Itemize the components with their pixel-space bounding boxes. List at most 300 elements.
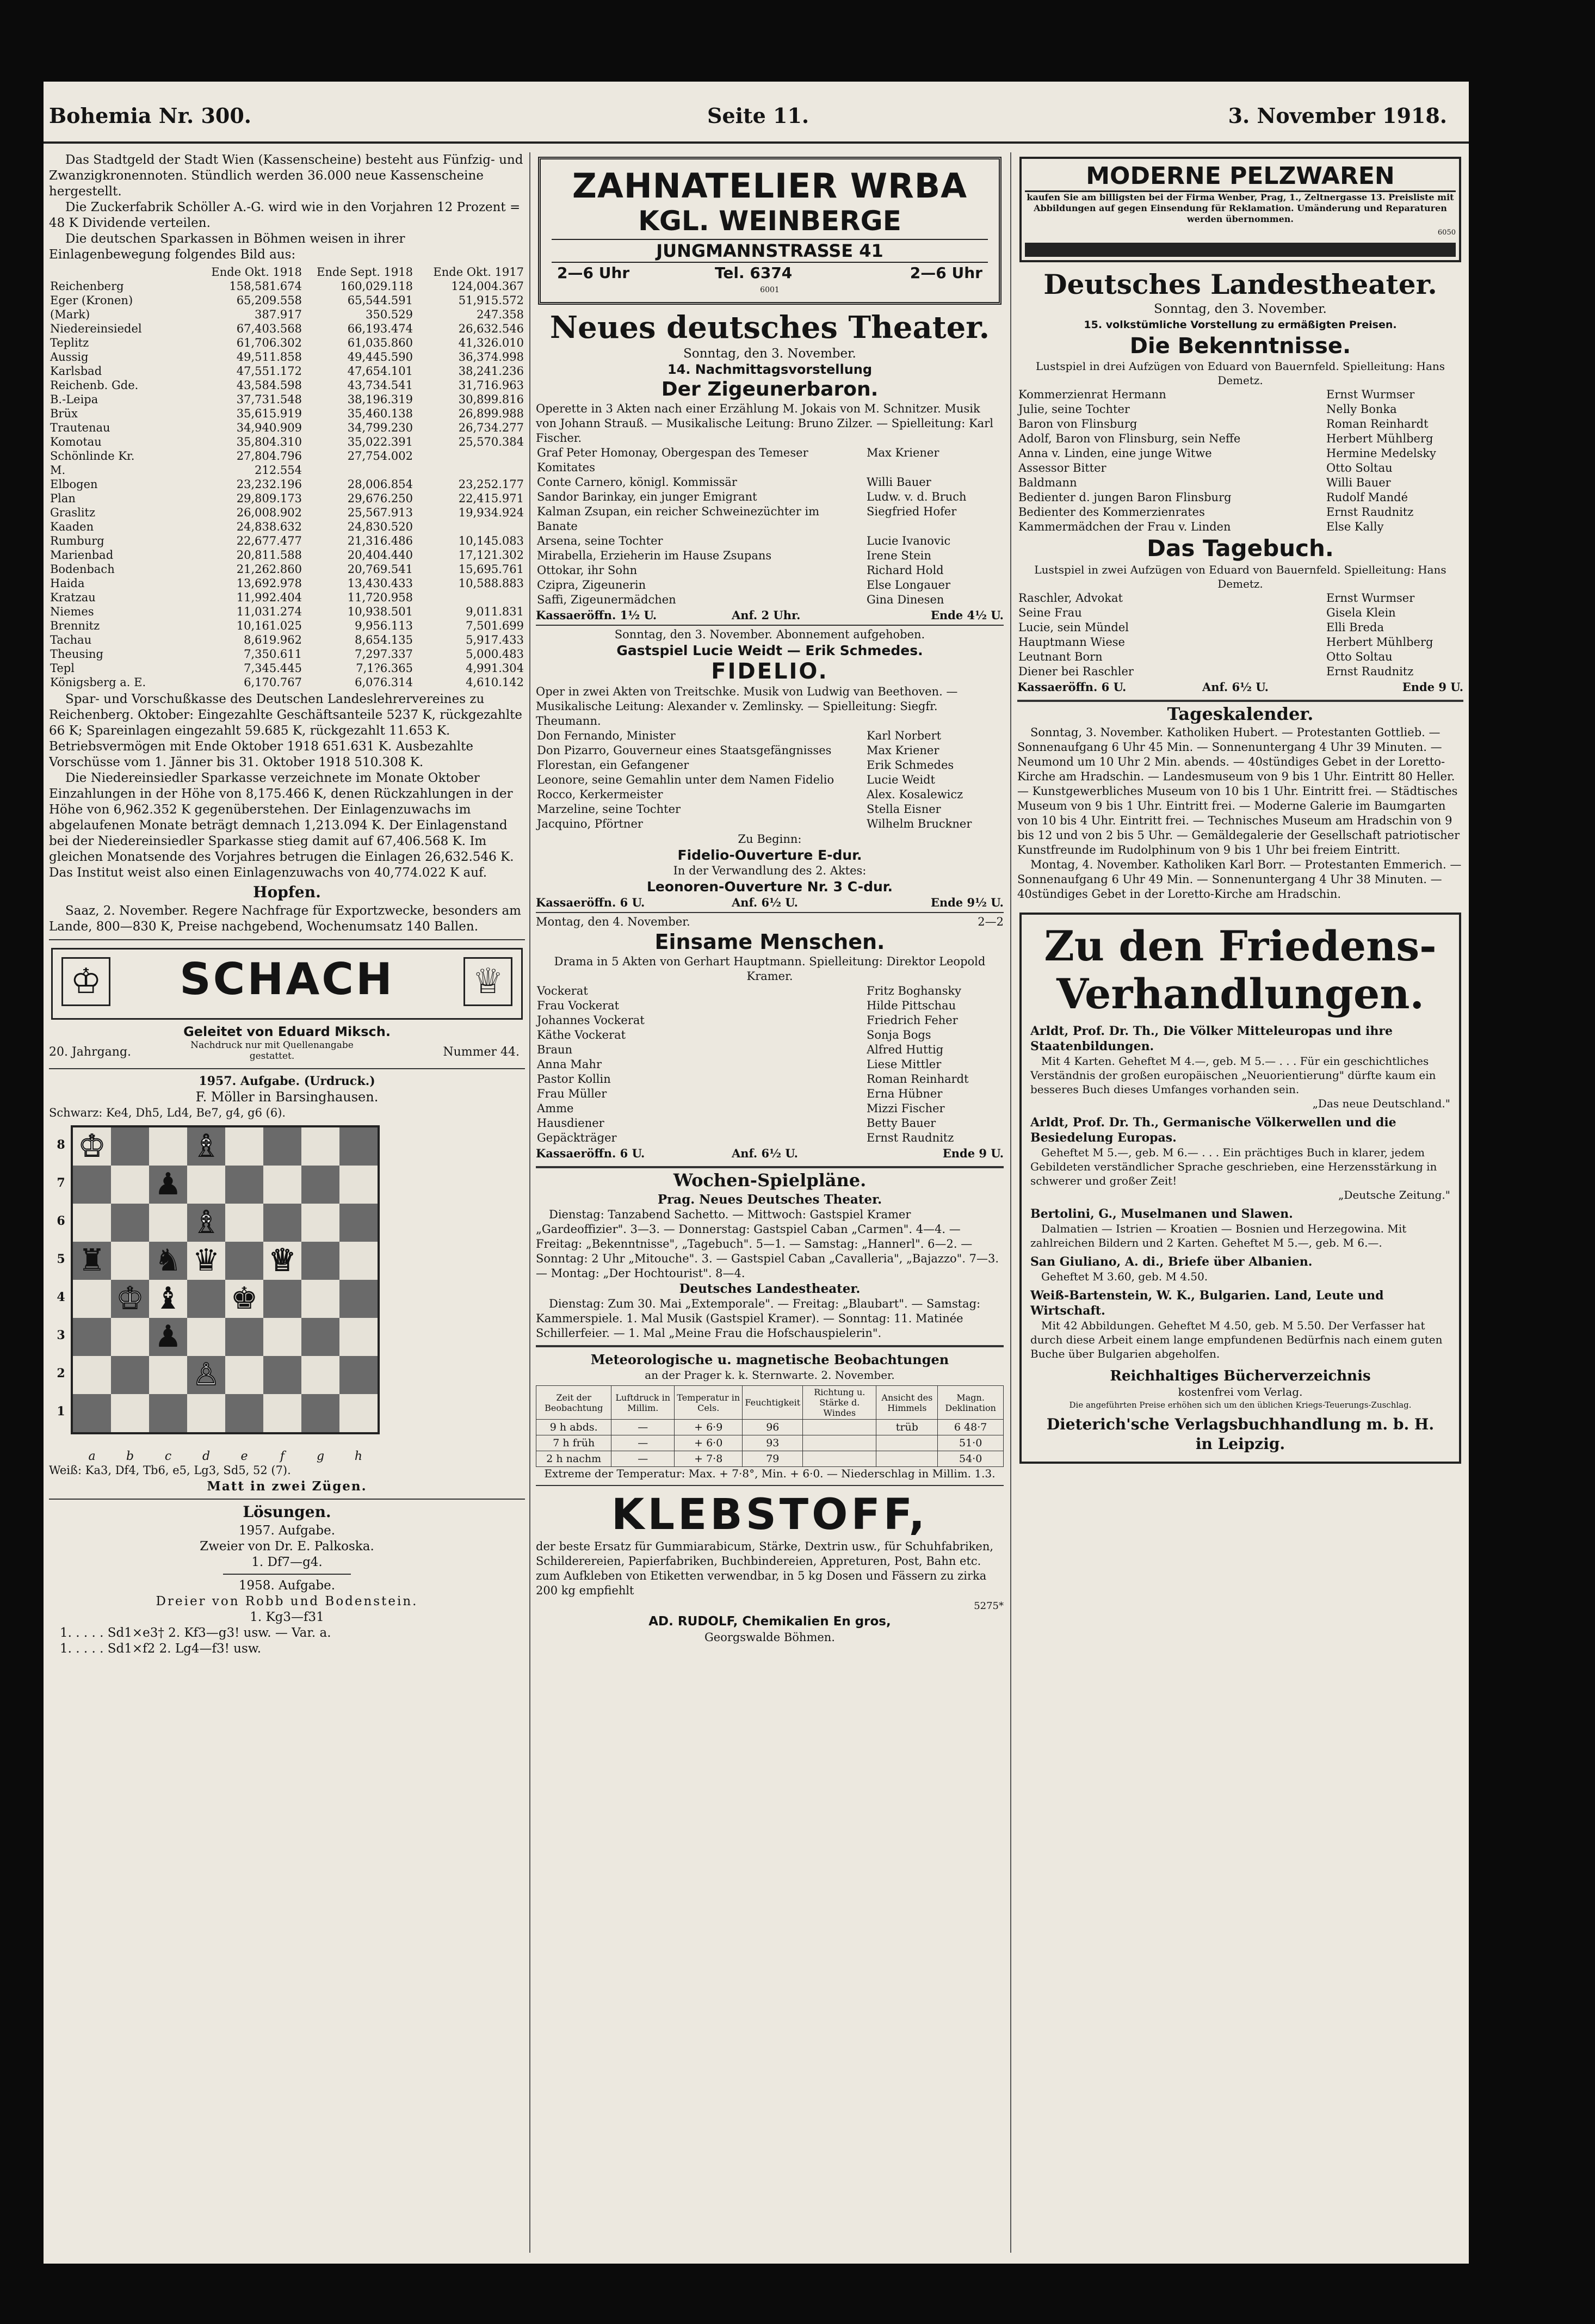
cast-row: [1017, 520, 1463, 534]
savings-name-cell: Plan: [50, 492, 76, 505]
book1-text: Mit 4 Karten. Geheftet M 4.—, geb. M 5.— . . . Für ein geschichtliches Verständnis der großen europäischen „Neuorientierung" dürfte kaum ein besseres Buch dieses Umfanges vorhanden sein.: [1030, 1055, 1436, 1096]
table-row: [49, 520, 525, 534]
end-time: Ende 9 U.: [1402, 680, 1463, 694]
cast-actor: Herbert Mühlberg: [1326, 432, 1433, 445]
savings-value-cell: 124,004.367: [451, 280, 524, 293]
schach-editor: Geleitet von Eduard Miksch.: [183, 1024, 391, 1039]
ad-klebstoff-place: Georgswalde Böhmen.: [704, 1631, 835, 1644]
cast-actor: Irene Stein: [867, 549, 931, 562]
theater-perf1: 14. Nachmittagsvorstellung: [667, 362, 873, 377]
cast-list-4: [1017, 387, 1463, 534]
theater-times2: [536, 895, 1004, 911]
savings-value-cell: 67,403.568: [236, 322, 302, 335]
theater-date2: Sonntag, den 3. November. Abonnement aufgehoben.: [614, 628, 925, 641]
rank-label: 2: [57, 1366, 65, 1380]
meteo-cell: [803, 1420, 876, 1435]
book5-text: Mit 42 Abbildungen. Geheftet M 4.50, geb. M 5.50. Der Verfasser hat durch diese Arbeit einem lange empfundenen Bedürfnis nach einem guten Buche über Bulgarien abgeholfen.: [1030, 1319, 1443, 1360]
wochen-sub1: Prag. Neues Deutsches Theater.: [657, 1192, 882, 1207]
schach-meta: [49, 1040, 525, 1064]
table-row: [49, 647, 525, 661]
rank-label: 1: [57, 1404, 65, 1419]
cast-row: [1017, 431, 1463, 446]
table-row: [49, 463, 525, 477]
cast-role: Braun: [537, 1043, 573, 1056]
table-row: [49, 421, 525, 435]
savings-value-cell: 4,991.304: [466, 662, 524, 675]
savings-value-cell: 65,544.591: [347, 294, 413, 307]
savings-value-cell: 27,804.796: [236, 449, 302, 463]
savings-value-cell: 36,374.998: [458, 350, 524, 363]
ad-hours-left: 2—6 Uhr: [557, 264, 630, 282]
savings-value-cell: 10,161.025: [236, 619, 302, 632]
savings-value-cell: 7,501.699: [466, 619, 524, 632]
savings-value-cell: 13,430.433: [347, 577, 413, 590]
cast-row: [536, 534, 1004, 548]
savings-value-cell: 15,695.761: [458, 563, 524, 576]
cast-row: [1017, 591, 1463, 606]
ad-klebstoff-title: KLEBSTOFF,: [611, 1490, 929, 1539]
savings-value-cell: 7,1?6.365: [356, 662, 413, 675]
chess-square: [111, 1127, 149, 1166]
article-niedereinsiedel: Die Niedereinsiedler Sparkasse verzeichnete im Monate Oktober Einzahlungen in der Höhe von 8,175.466 K, denen Rückzahlungen in der Höhe von 6,962.352 K gegenüberstehen. Der Einlagenzuwachs im abgelaufenen Monate beträgt demnach 1,213.094 K. Der Einlagenstand bei der Niedereinsiedler Sparkasse stieg damit auf 67,406.568 K. Im gleichen Monatsende des Vorjahres betrugen die Einlagen 26,632.546 K. Das Institut weist also einen Einlagenzuwachs von 40,774.022 K auf.: [49, 771, 514, 880]
savings-value-cell: 23,252.177: [458, 478, 524, 491]
savings-value-cell: 9,011.831: [466, 605, 524, 618]
ad-pelzwaren-code: 6050: [1437, 229, 1456, 237]
cast-row: [536, 1101, 1004, 1116]
box-office-time: Kassaeröffn. 6 U.: [1017, 680, 1127, 694]
schach-year: 20. Jahrgang.: [49, 1045, 132, 1059]
theater-title: Neues deutsches Theater.: [549, 310, 990, 346]
meteo-cell: [876, 1435, 938, 1451]
meteo-header-cell: Ansicht des Himmels: [876, 1386, 938, 1420]
savings-value-cell: 350.529: [366, 308, 413, 321]
rank-label: 5: [57, 1252, 65, 1266]
hopfen-heading: Hopfen.: [253, 883, 321, 901]
chess-square: [301, 1318, 339, 1356]
savings-value-cell: 9,956.113: [355, 619, 413, 632]
cast-actor: Else Kally: [1326, 520, 1384, 533]
table-row: [49, 534, 525, 548]
book1-title: Arldt, Prof. Dr. Th., Die Völker Mitteleuropas und ihre Staatenbildungen.: [1030, 1024, 1393, 1053]
theater-guest: Gastspiel Lucie Weidt — Erik Schmedes.: [616, 643, 923, 658]
savings-value-cell: 28,006.854: [347, 478, 413, 491]
table-row: [49, 548, 525, 562]
chess-square: [263, 1127, 301, 1166]
black-queen-icon: ♛: [192, 1243, 220, 1278]
chess-square: [225, 1242, 263, 1280]
chess-square: [263, 1394, 301, 1432]
meteo-header-cell: Zeit der Beobachtung: [536, 1386, 611, 1420]
savings-value-cell: 8,654.135: [355, 633, 413, 646]
book3-title: Bertolini, G., Muselmanen und Slawen.: [1030, 1207, 1293, 1221]
chess-square: [339, 1242, 378, 1280]
cast-role: Bedienter des Kommerzienrates: [1018, 506, 1205, 519]
savings-value-cell: 5,917.433: [466, 633, 524, 646]
savings-value-cell: 13,692.978: [236, 577, 302, 590]
cast-row: [1017, 490, 1463, 505]
meteo-cell: + 7·8: [675, 1451, 743, 1467]
publisher-name: Dieterich'sche Verlagsbuchhandlung m. b. H.: [1046, 1415, 1435, 1433]
black-pawn-icon: ♟: [154, 1167, 182, 1202]
savings-value-cell: 25,567.913: [347, 506, 413, 519]
savings-table: [49, 265, 525, 689]
cast-role: Rocco, Kerkermeister: [537, 788, 663, 801]
chess-square: [301, 1204, 339, 1242]
meteo-cell: —: [611, 1420, 675, 1435]
divider: [49, 1068, 525, 1069]
meteo-cell: + 6·9: [675, 1420, 743, 1435]
savings-value-cell: 38,196.319: [347, 393, 413, 406]
cast-role: Hauptmann Wiese: [1018, 636, 1125, 649]
white-king-icon: ♔: [116, 1281, 144, 1316]
savings-value-cell: 35,022.391: [347, 435, 413, 448]
savings-name-cell: Reichenb. Gde.: [50, 379, 139, 392]
cast-row: [536, 729, 1004, 743]
end-time: Ende 9 U.: [942, 1146, 1004, 1160]
divider: [536, 912, 1004, 913]
cast-row: [1017, 650, 1463, 664]
cast-row: [536, 1116, 1004, 1131]
end-time: Ende 4½ U.: [930, 608, 1004, 622]
cast-actor: Betty Bauer: [867, 1117, 936, 1130]
wochen-heading: Wochen-Spielpläne.: [673, 1170, 867, 1191]
start-time: Anf. 6½ U.: [1202, 680, 1269, 694]
chess-square: [187, 1166, 225, 1204]
savings-value-cell: 51,915.572: [458, 294, 524, 307]
ad-hours-right: 2—6 Uhr: [910, 264, 982, 282]
savings-value-cell: [414, 463, 525, 477]
cast-role: Vockerat: [537, 984, 588, 997]
white-bishop-icon: ♗: [192, 1205, 220, 1240]
savings-value-cell: 34,799.230: [347, 421, 413, 434]
savings-value-cell: 160,029.118: [340, 280, 413, 293]
savings-value-cell: 29,676.250: [347, 492, 413, 505]
savings-value-cell: 26,632.546: [458, 322, 524, 335]
savings-name-cell: Kratzau: [50, 591, 96, 604]
divider: [536, 1166, 1004, 1168]
problem-black: Schwarz: Ke4, Dh5, Ld4, Be7, g4, g6 (6).: [49, 1106, 286, 1119]
savings-value-cell: 34,940.909: [236, 421, 302, 434]
table-row: [49, 633, 525, 647]
meteo-sub: an der Prager k. k. Sternwarte. 2. November.: [645, 1368, 895, 1382]
savings-name-cell: Komotau: [50, 435, 102, 448]
cast-row: [536, 743, 1004, 758]
cast-actor: Gina Dinesen: [867, 593, 944, 606]
chess-square: [149, 1127, 187, 1166]
chess-square: [225, 1204, 263, 1242]
savings-value-cell: 66,193.474: [347, 322, 413, 335]
meteo-table: [536, 1385, 1004, 1467]
book4-title: San Giuliano, A. di., Briefe über Albanien.: [1030, 1255, 1313, 1269]
wochen-sub2: Deutsches Landestheater.: [679, 1281, 861, 1296]
chess-square: [73, 1280, 111, 1318]
savings-value-cell: 22,677.477: [236, 534, 302, 547]
cast-role: Adolf, Baron von Flinsburg, sein Neffe: [1018, 432, 1241, 445]
savings-value-cell: [414, 520, 525, 534]
theater-date3-row: [536, 914, 1004, 929]
savings-value-cell: 19,934.924: [458, 506, 524, 519]
meteo-cell: —: [611, 1451, 675, 1467]
cast-row: [1017, 446, 1463, 461]
end-time: Ende 9½ U.: [930, 896, 1004, 909]
landes-perf1: 15. volkstümliche Vorstellung zu ermäßigten Preisen.: [1084, 319, 1397, 331]
loesungen-heading: Lösungen.: [243, 1503, 331, 1521]
savings-value-cell: 5,000.483: [466, 648, 524, 661]
file-label: a: [88, 1450, 96, 1463]
landes-play1: Die Bekenntnisse.: [1129, 334, 1351, 359]
meteo-cell: [803, 1435, 876, 1451]
article-stadtgeld: Das Stadtgeld der Stadt Wien (Kassenscheine) besteht aus Fünfzig- und Zwanzigkronennoten. Stündlich werden 36.000 neue Kassenscheine hergestellt.: [49, 153, 523, 199]
chess-square: [301, 1242, 339, 1280]
table-row: [536, 1435, 1004, 1451]
cast-role: Sandor Barinkay, ein junger Emigrant: [537, 490, 757, 503]
chess-square: [339, 1318, 378, 1356]
savings-value-cell: 61,706.302: [236, 336, 302, 349]
savings-name-cell: Marienbad: [50, 548, 114, 562]
savings-value-cell: 158,581.674: [229, 280, 302, 293]
theater-code3: 2—2: [978, 915, 1004, 928]
chess-square: [225, 1394, 263, 1432]
table-row: [49, 576, 525, 590]
savings-value-cell: 20,404.440: [347, 548, 413, 562]
savings-name-cell: M.: [50, 464, 66, 477]
book2-quote: „Deutsche Zeitung.": [1338, 1188, 1450, 1201]
savings-name-cell: Tachau: [50, 633, 92, 646]
chess-square: [73, 1166, 111, 1204]
savings-value-cell: 35,615.919: [236, 407, 302, 420]
savings-value-cell: 27,754.002: [347, 449, 413, 463]
ad-zahnatelier-hours: [546, 265, 993, 286]
chess-square: [301, 1280, 339, 1318]
savings-value-cell: 35,804.310: [236, 435, 302, 448]
cast-row: [536, 1043, 1004, 1057]
black-king-icon: ♚: [230, 1281, 258, 1316]
table-row: [49, 336, 525, 350]
cast-row: [1017, 417, 1463, 431]
cast-actor: Friedrich Feher: [867, 1014, 958, 1027]
cast-role: Gepäckträger: [537, 1131, 617, 1144]
savings-name-cell: Trautenau: [50, 421, 110, 434]
theater-zubeginn: Zu Beginn:: [738, 833, 802, 846]
theater-desc2: Oper in zwei Akten von Treitschke. Musik von Ludwig van Beethoven. — Musikalische Leitung: Alexander v. Zemlinsky. — Spielleitung: Siegfr. Theumann.: [536, 685, 958, 728]
cast-actor: Lucie Weidt: [867, 773, 935, 786]
ad-zahnatelier: [538, 157, 1001, 305]
cast-row: [536, 1087, 1004, 1101]
rank-label: 3: [57, 1328, 65, 1342]
book2-title: Arldt, Prof. Dr. Th., Germanische Völkerwellen und die Besiedelung Europas.: [1030, 1115, 1396, 1145]
theater-desc1: Operette in 3 Akten nach einer Erzählung M. Jokais von M. Schnitzer. Musik von Johann Strauß. — Musikalische Leitung: Bruno Zilzer. — Spielleitung: Karl Fischer.: [536, 402, 993, 445]
divider: [536, 1345, 1004, 1347]
cast-role: Anna Mahr: [537, 1058, 602, 1071]
chess-square: [263, 1356, 301, 1394]
savings-value-cell: 10,938.501: [347, 605, 413, 618]
ad-pelzwaren-text: kaufen Sie am billigsten bei der Firma Wenber, Prag, 1., Zeltnergasse 13. Preisliste mit Abbildungen auf gegen Einsendung für Reklamation. Umänderung und Reparaturen werden übernommen.: [1027, 192, 1454, 224]
savings-value-cell: 247.358: [477, 308, 524, 321]
cast-actor: Herbert Mühlberg: [1326, 636, 1433, 649]
black-bishop-icon: ♝: [154, 1281, 182, 1316]
chess-square: [263, 1166, 301, 1204]
cast-role: Raschler, Advokat: [1018, 591, 1123, 605]
cast-actor: Wilhelm Bruckner: [867, 817, 972, 830]
table-row: [49, 619, 525, 633]
table-row: [536, 1451, 1004, 1467]
savings-value-cell: 11,031.274: [236, 605, 302, 618]
start-time: Anf. 2 Uhr.: [732, 608, 801, 622]
cast-role: Conte Carnero, königl. Kommissär: [537, 476, 737, 489]
savings-value-cell: 11,992.404: [236, 591, 302, 604]
ad-klebstoff-code: 5275*: [974, 1600, 1004, 1612]
page-header: [44, 103, 1469, 141]
savings-name-cell: Reichenberg: [50, 280, 124, 293]
box-office-time: Kassaeröffn. 6 U.: [536, 896, 645, 909]
chess-square: [111, 1318, 149, 1356]
solution1-line: 1. Df7—g4.: [251, 1555, 323, 1569]
chess-square: [73, 1394, 111, 1432]
table-row: [49, 605, 525, 619]
cast-role: Baldmann: [1018, 476, 1077, 489]
cast-row: [1017, 461, 1463, 476]
cast-actor: Willi Bauer: [1326, 476, 1391, 489]
cast-role: Frau Vockerat: [537, 999, 620, 1012]
problem-mate: Matt in zwei Zügen.: [207, 1479, 367, 1494]
cast-role: Marzeline, seine Tochter: [537, 803, 681, 816]
savings-value-cell: 47,654.101: [347, 365, 413, 378]
theater-times3: [536, 1145, 1004, 1162]
publisher-city: in Leipzig.: [1195, 1435, 1285, 1453]
chess-square: [339, 1280, 378, 1318]
cast-actor: Otto Soltau: [1326, 650, 1393, 663]
file-label: c: [164, 1450, 172, 1463]
savings-value-cell: 21,316.486: [347, 534, 413, 547]
savings-value-cell: 6,170.767: [244, 676, 302, 689]
savings-value-cell: 387.917: [255, 308, 302, 321]
theater-ouverture1: Fidelio-Ouverture E-dur.: [677, 847, 862, 863]
savings-name-cell: Niedereinsiedel: [50, 322, 142, 335]
cast-role: Pastor Kollin: [537, 1072, 611, 1086]
chess-square: [225, 1356, 263, 1394]
cast-role: Don Fernando, Minister: [537, 729, 676, 742]
divider: [49, 1499, 525, 1500]
chess-square: [73, 1356, 111, 1394]
chess-square: [339, 1356, 378, 1394]
chess-queen-icon: ♕: [463, 957, 512, 1006]
cast-role: Jacquino, Pförtner: [537, 817, 643, 830]
column-3: [1017, 152, 1463, 2253]
table-row: [49, 307, 525, 322]
theater-play3: Einsame Menschen.: [654, 930, 885, 954]
cast-actor: Erik Schmedes: [867, 759, 954, 772]
table-row: [49, 477, 525, 491]
cast-actor: Fritz Boghansky: [867, 984, 961, 997]
schach-banner: [51, 948, 523, 1020]
savings-value-cell: 21,262.860: [236, 563, 302, 576]
article-sparkassen: Die deutschen Sparkassen in Böhmen weisen in ihrer Einlagenbewegung folgendes Bild aus:: [49, 232, 405, 262]
solution2-line3: 1. . . . . Sd1×f2 2. Lg4—f3! usw.: [60, 1642, 262, 1656]
cast-row: [1017, 606, 1463, 620]
savings-value-cell: [414, 590, 525, 605]
meteo-cell: 6 48·7: [938, 1420, 1004, 1435]
file-label: f: [280, 1450, 285, 1463]
tageskalender-heading: Tageskalender.: [1167, 704, 1314, 724]
savings-value-cell: 35,460.138: [347, 407, 413, 420]
cast-row: [536, 490, 1004, 504]
cast-role: Amme: [537, 1102, 574, 1115]
meteo-cell: trüb: [876, 1420, 938, 1435]
chess-square: [339, 1127, 378, 1166]
savings-header-cell: Ende Okt. 1918: [211, 266, 302, 279]
savings-name-cell: Theusing: [50, 648, 103, 661]
rank-label: 8: [57, 1138, 65, 1152]
cast-row: [1017, 476, 1463, 490]
theater-play1: Der Zigeunerbaron.: [661, 378, 879, 400]
problem-white: Weiß: Ka3, Df4, Tb6, e5, Lg3, Sd5, 52 (7).: [49, 1464, 291, 1477]
chess-diagram: [54, 1125, 522, 1463]
chess-square: [225, 1166, 263, 1204]
chess-square: [111, 1356, 149, 1394]
savings-value-cell: 10,588.883: [458, 577, 524, 590]
savings-name-cell: Graslitz: [50, 506, 96, 519]
column-1: [49, 152, 525, 2253]
ad-pelzwaren-title: MODERNE PELZWAREN: [1025, 162, 1456, 192]
table-row: [49, 435, 525, 449]
article-hopfen: Saaz, 2. November. Regere Nachfrage für Exportzwecke, besonders am Lande, 800—830 K, Preise nachgebend, Wochenumsatz 140 Ballen.: [49, 904, 521, 934]
table-row: [49, 378, 525, 392]
meteo-cell: [803, 1451, 876, 1467]
cast-actor: Else Longauer: [867, 578, 950, 591]
white-queen-icon: ♕: [268, 1243, 296, 1278]
cast-role: Johannes Vockerat: [537, 1014, 645, 1027]
cast-row: [1017, 664, 1463, 679]
landes-desc2: Lustspiel in zwei Aufzügen von Eduard von Bauernfeld. Spielleitung: Hans Demetz.: [1034, 563, 1446, 590]
savings-value-cell: 6,076.314: [355, 676, 413, 689]
divider: [223, 1574, 351, 1575]
chess-square: [301, 1127, 339, 1166]
savings-value-cell: 23,232.196: [236, 478, 302, 491]
file-label: g: [316, 1450, 325, 1463]
table-row: [49, 406, 525, 421]
ad-zahnatelier-line3: JUNGMANNSTRASSE 41: [552, 239, 988, 263]
chess-square: [225, 1127, 263, 1166]
chess-square: [339, 1166, 378, 1204]
theater-ouverture2: Leonoren-Ouverture Nr. 3 C-dur.: [646, 879, 893, 895]
ad-zahnatelier-title: ZAHNATELIER WRBA: [572, 166, 968, 206]
solution2-title: 1958. Aufgabe.: [238, 1579, 336, 1593]
cast-role: Don Pizarro, Gouverneur eines Staatsgefängnisses: [537, 744, 832, 757]
cast-row: [1017, 387, 1463, 402]
chess-king-icon: ♔: [61, 957, 110, 1006]
cast-actor: Stella Eisner: [867, 803, 941, 816]
savings-value-cell: 17,121.302: [458, 548, 524, 562]
savings-name-cell: Teplitz: [50, 336, 89, 349]
table-row: [49, 322, 525, 336]
savings-value-cell: 47,551.172: [236, 365, 302, 378]
cast-row: [536, 548, 1004, 563]
savings-value-cell: 49,445.590: [347, 350, 413, 363]
cast-actor: Rudolf Mandé: [1326, 491, 1408, 504]
savings-name-cell: Brennitz: [50, 619, 100, 632]
meteo-cell: 79: [743, 1451, 803, 1467]
savings-name-cell: Eger (Kronen): [50, 294, 133, 307]
file-label: h: [354, 1450, 363, 1463]
savings-value-cell: 31,716.963: [458, 379, 524, 392]
wochen-text1: Dienstag: Tanzabend Sachetto. — Mittwoch: Gastspiel Kramer „Gardeoffizier". 3—3. — Donnerstag: Gastspiel Caban „Carmen". 4—4. — Freitag: „Bekenntnisse", „Tagebuch". 5—1. — Samstag: „Hannerl". 6—2. — Sonntag: 2 Uhr „Mitouche". 3. — Gastspiel Caban „Cavalleria", „Bajazzo". 7—3. — Montag: „Der Hochtourist". 8—4.: [536, 1208, 999, 1280]
cast-actor: Liese Mittler: [867, 1058, 942, 1071]
ad-friedensverhandlungen: [1019, 913, 1461, 1464]
book1-quote: „Das neue Deutschland.": [1312, 1097, 1450, 1110]
savings-value-cell: 22,415.971: [458, 492, 524, 505]
savings-value-cell: 8,619.962: [244, 633, 302, 646]
chess-square: [339, 1204, 378, 1242]
